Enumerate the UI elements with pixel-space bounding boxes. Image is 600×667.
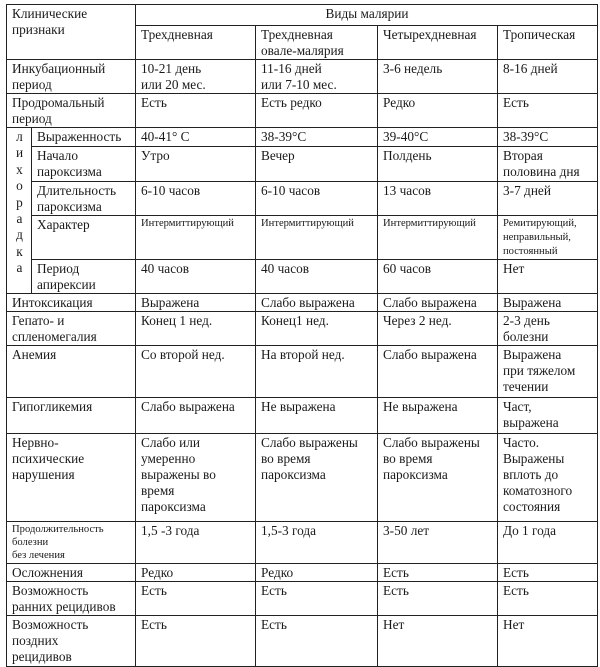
cell: Есть xyxy=(498,94,598,128)
cell: Полдень xyxy=(378,147,498,182)
text-line: во время xyxy=(261,451,311,466)
text-line: ранних рецидивов xyxy=(12,599,116,614)
text-line: Нервно- xyxy=(12,435,59,450)
row-label-fever-onset xyxy=(32,147,136,182)
text-line: Слабо или xyxy=(141,435,201,450)
text-line: Длительность xyxy=(37,183,117,198)
text-line: время xyxy=(141,483,175,498)
cell xyxy=(498,346,598,398)
cell: 3-6 недель xyxy=(378,60,498,94)
cell: Выражена xyxy=(136,294,256,312)
text-line: умеренно xyxy=(141,451,196,466)
text-line: выражена xyxy=(503,415,559,430)
cell: Через 2 нед. xyxy=(378,312,498,346)
cell: Со второй нед. xyxy=(136,346,256,398)
row-label-complications: Осложнения xyxy=(7,564,136,582)
text-line: поздних xyxy=(12,633,59,648)
table-row xyxy=(7,294,598,312)
cell: Есть xyxy=(498,564,598,582)
table-row xyxy=(7,216,598,260)
cell: Утро xyxy=(136,147,256,182)
text-line: течении xyxy=(503,379,549,394)
cell: Редко xyxy=(256,564,378,582)
table-row xyxy=(7,616,598,667)
table-row xyxy=(7,182,598,216)
cell: Не выражена xyxy=(256,398,378,434)
text-line: спленомегалия xyxy=(12,329,97,344)
text-line: пароксизма xyxy=(141,499,206,514)
cell: Интермиттирующий xyxy=(378,216,498,260)
cell: 6-10 часов xyxy=(256,182,378,216)
cell xyxy=(498,434,598,522)
text-line: неправильный, xyxy=(503,232,571,243)
fever-letter: р xyxy=(16,194,23,210)
cell: 1,5 -3 года xyxy=(136,522,256,564)
fever-letter: к xyxy=(16,243,23,259)
text-line: Часто. xyxy=(503,435,540,450)
table-row xyxy=(7,312,598,346)
cell: Вечер xyxy=(256,147,378,182)
cell: На второй нед. xyxy=(256,346,378,398)
cell: 1,5-3 года xyxy=(256,522,378,564)
row-label-neuro xyxy=(7,434,136,522)
table-row xyxy=(7,434,598,522)
text-line: Гепато- и xyxy=(12,313,65,328)
cell: 40 часов xyxy=(256,260,378,294)
row-label-anemia: Анемия xyxy=(7,346,136,398)
cell: Нет xyxy=(498,260,598,294)
cell xyxy=(378,434,498,522)
text-line: во время xyxy=(383,451,433,466)
cell: Слабо выражена xyxy=(256,294,378,312)
table-row xyxy=(7,60,598,94)
text-line: выражены во xyxy=(141,467,216,482)
cell: Слабо выражена xyxy=(378,346,498,398)
text-line: Выражены xyxy=(503,451,565,466)
cell: Есть xyxy=(256,582,378,616)
cell: Не выражена xyxy=(378,398,498,434)
fever-group-label xyxy=(7,128,32,294)
cell xyxy=(136,434,256,522)
text-line: пароксизма xyxy=(261,467,326,482)
text-line: половина дня xyxy=(503,164,580,179)
cell: Интермиттирующий xyxy=(136,216,256,260)
cell xyxy=(498,312,598,346)
cell: Конец1 нед. xyxy=(256,312,378,346)
text-line: постоянный xyxy=(503,246,558,257)
cell: 6-10 часов xyxy=(136,182,256,216)
text-line: пароксизма xyxy=(383,467,448,482)
text-line: овале-малярия xyxy=(261,43,344,58)
cell xyxy=(256,434,378,522)
row-label-prodromal xyxy=(7,94,136,128)
table-row xyxy=(7,564,598,582)
cell: Есть xyxy=(136,616,256,667)
cell: Есть xyxy=(136,94,256,128)
text-line: Част, xyxy=(503,399,532,414)
table-row xyxy=(7,128,598,147)
table-row xyxy=(7,522,598,564)
cell xyxy=(256,60,378,94)
text-line: Начало xyxy=(37,148,78,163)
cell: 40 часов xyxy=(136,260,256,294)
fever-letter: а xyxy=(16,260,23,276)
row-label-late-relapse xyxy=(7,616,136,667)
row-label-fever-duration xyxy=(32,182,136,216)
header-col-tertian: Трехдневная xyxy=(136,26,256,60)
text-line: пароксизма xyxy=(37,164,102,179)
cell: Нет xyxy=(498,616,598,667)
text-line: вплоть до xyxy=(503,467,559,482)
fever-letter: х xyxy=(16,161,23,177)
cell: 8-16 дней xyxy=(498,60,598,94)
text-line: состояния xyxy=(503,499,561,514)
text-line: Выражена xyxy=(503,347,562,362)
cell: Есть xyxy=(136,582,256,616)
text-line: болезни xyxy=(503,329,549,344)
cell: 38-39°С xyxy=(498,128,598,147)
text-line: Вторая xyxy=(503,148,543,163)
text-line: 11-16 дней xyxy=(261,61,322,76)
text-line: Возможность xyxy=(12,583,89,598)
text-line: при тяжелом xyxy=(503,363,576,378)
header-col-ovale xyxy=(256,26,378,60)
header-col-tropical: Тропическая xyxy=(498,26,598,60)
text-line: 10-21 день xyxy=(141,61,202,76)
cell xyxy=(498,216,598,260)
fever-letter: о xyxy=(16,178,23,194)
cell: 40-41° С xyxy=(136,128,256,147)
text-line: период xyxy=(12,111,52,126)
row-label-hepatosplenomegaly xyxy=(7,312,136,346)
row-label: Выраженность xyxy=(32,128,136,147)
text-line: Ремитирующий, xyxy=(503,218,577,229)
table-row xyxy=(7,94,598,128)
text-line: период xyxy=(12,77,52,92)
cell: Слабо выражена xyxy=(378,294,498,312)
cell: Редко xyxy=(136,564,256,582)
cell: 38-39°С xyxy=(256,128,378,147)
text-line: или 20 мес. xyxy=(141,77,206,92)
text-line: нарушения xyxy=(12,467,75,482)
text-line: Слабо выражены xyxy=(261,435,358,450)
text-line: Клинические xyxy=(12,6,88,21)
text-line: апирексии xyxy=(37,277,96,292)
cell: Нет xyxy=(378,616,498,667)
header-group: Виды малярии xyxy=(136,5,598,26)
text-line: Трехдневная xyxy=(261,27,333,42)
cell: Есть xyxy=(378,582,498,616)
row-label-fever-apyrexia xyxy=(32,260,136,294)
table-row xyxy=(7,147,598,182)
cell: 3-50 лет xyxy=(378,522,498,564)
text-line: психические xyxy=(12,451,85,466)
cell: Есть xyxy=(256,616,378,667)
cell: 3-7 дней xyxy=(498,182,598,216)
cell: Слабо выражена xyxy=(136,398,256,434)
cell xyxy=(498,147,598,182)
header-corner xyxy=(7,5,136,60)
row-label-incubation xyxy=(7,60,136,94)
row-label-hypoglycemia: Гипогликемия xyxy=(7,398,136,434)
cell: Есть редко xyxy=(256,94,378,128)
cell: Есть xyxy=(378,564,498,582)
text-line: рецидивов xyxy=(12,649,72,664)
cell: 13 часов xyxy=(378,182,498,216)
row-label-early-relapse xyxy=(7,582,136,616)
row-label-intoxication: Интоксикация xyxy=(7,294,136,312)
row-label-fever-character: Характер xyxy=(32,216,136,260)
text-line: признаки xyxy=(12,22,65,37)
text-line: болезни xyxy=(12,537,49,548)
text-line: Период xyxy=(37,261,80,276)
text-line: Слабо выражены xyxy=(383,435,480,450)
fever-letter: л xyxy=(16,129,23,144)
table-row xyxy=(7,398,598,434)
header-col-quartan: Четырехдневная xyxy=(378,26,498,60)
cell: Интермиттирующий xyxy=(256,216,378,260)
text-line: без лечения xyxy=(12,550,65,561)
text-line: Инкубационный xyxy=(12,61,106,76)
cell: Есть xyxy=(498,582,598,616)
cell: 60 часов xyxy=(378,260,498,294)
text-line: пароксизма xyxy=(37,199,102,214)
fever-letter: д xyxy=(16,227,23,243)
cell: До 1 года xyxy=(498,522,598,564)
fever-letter: и xyxy=(15,145,24,161)
malaria-comparison-table xyxy=(6,4,598,667)
text-line: коматозного xyxy=(503,483,573,498)
text-line: Продромальный xyxy=(12,95,105,110)
text-line: 2-3 день xyxy=(503,313,550,328)
table-row xyxy=(7,260,598,294)
text-line: или 7-10 мес. xyxy=(261,77,337,92)
table-row xyxy=(7,582,598,616)
text-line: Возможность xyxy=(12,617,89,632)
cell: Выражена xyxy=(498,294,598,312)
cell xyxy=(498,398,598,434)
text-line: Продолжительность xyxy=(12,524,104,535)
row-label-untreated-duration xyxy=(7,522,136,564)
cell: Конец 1 нед. xyxy=(136,312,256,346)
fever-letter: а xyxy=(16,211,23,227)
cell: 39-40°С xyxy=(378,128,498,147)
cell xyxy=(136,60,256,94)
table-row xyxy=(7,346,598,398)
cell: Редко xyxy=(378,94,498,128)
